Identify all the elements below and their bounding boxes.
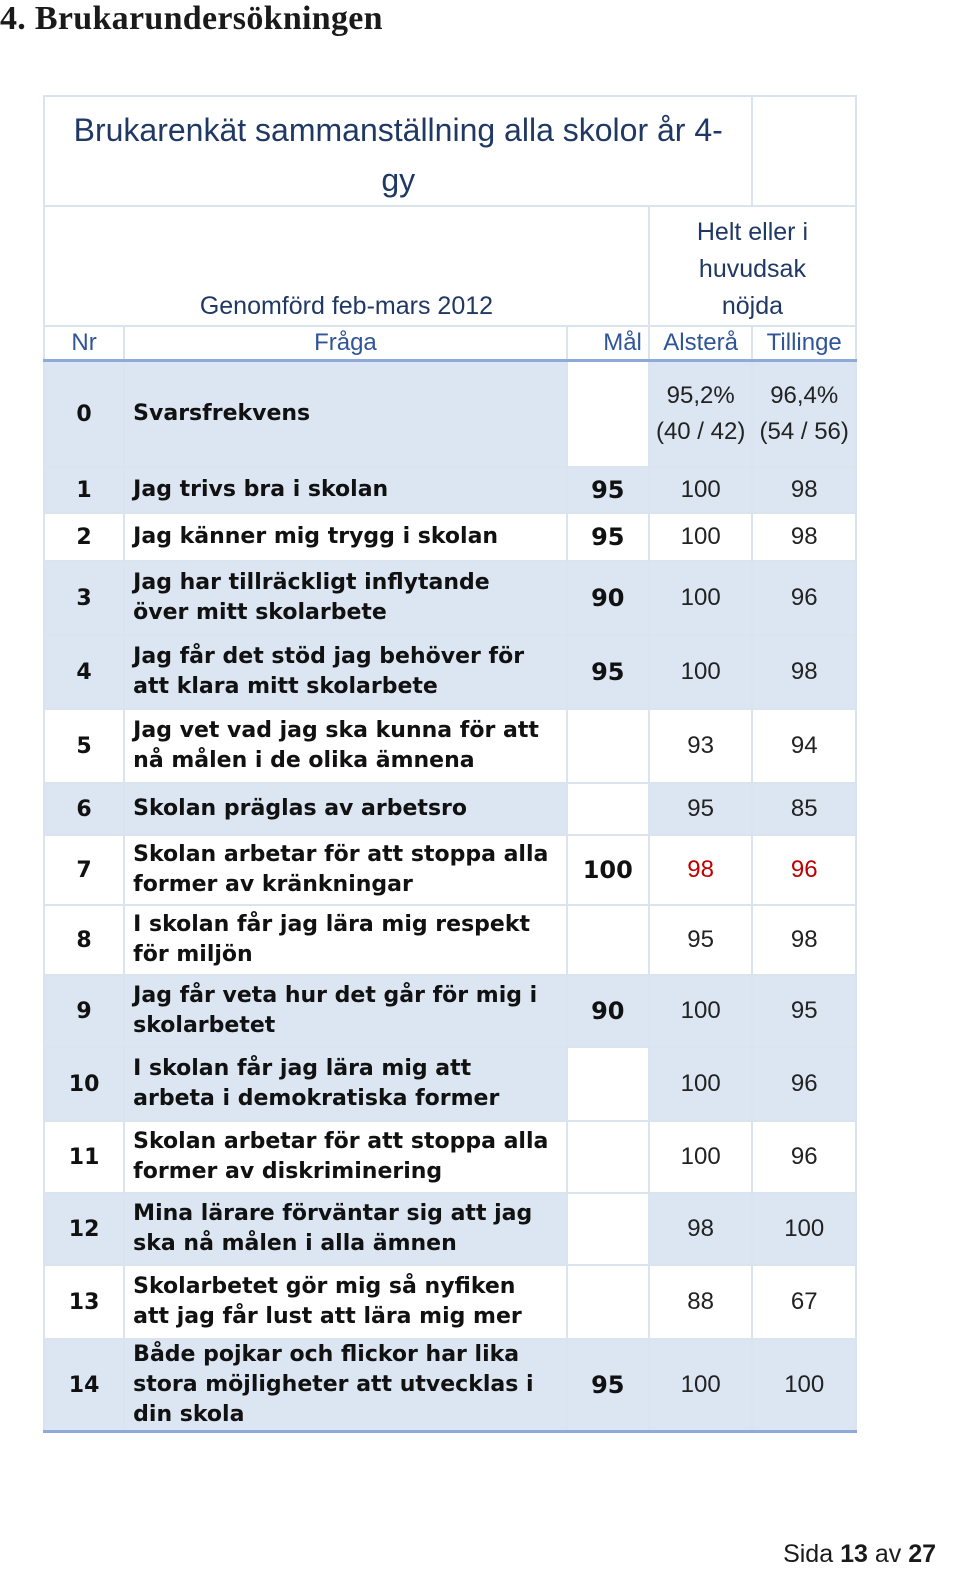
- row-mal-value: 95: [567, 467, 649, 513]
- row-tillinge-value: 67: [752, 1265, 856, 1339]
- row-tillinge-value: 94: [752, 709, 856, 783]
- table-subtitle: Genomförd feb-mars 2012: [44, 206, 649, 326]
- row-question-line: Skolarbetet gör mig så nyfiken: [133, 1274, 516, 1299]
- row-mal-value: [567, 709, 649, 783]
- row-nr: 12: [44, 1193, 124, 1265]
- row-mal-value: 95: [567, 513, 649, 561]
- row-tillinge-value: 85: [752, 783, 856, 835]
- row-question-line: över mitt skolarbete: [133, 600, 387, 625]
- row-question: [124, 905, 567, 975]
- row-question-line: arbeta i demokratiska former: [133, 1086, 500, 1111]
- row-nr: 5: [44, 709, 124, 783]
- response-rate-alstera-count: (40 / 42): [655, 418, 746, 445]
- col-header-fraga: Fråga: [124, 326, 567, 361]
- row-question-line: Skolan präglas av arbetsro: [133, 796, 467, 821]
- row-question-line: skolarbetet: [133, 1013, 276, 1038]
- row-mal-value: [567, 1121, 649, 1193]
- satisfied-header-line-1: Helt eller i: [696, 218, 809, 246]
- satisfied-header-line-3: nöjda: [721, 292, 784, 320]
- table-row: [44, 905, 856, 975]
- row-tillinge-value: 100: [752, 1339, 856, 1432]
- row-mal-value: 95: [567, 635, 649, 709]
- row-alstera-value: 95: [649, 905, 753, 975]
- row-question: [124, 1193, 567, 1265]
- row-tillinge-value: 96: [752, 561, 856, 635]
- row-nr: 0: [44, 361, 124, 468]
- col-header-mal: Mål: [567, 326, 649, 361]
- row-mal-value: [567, 1265, 649, 1339]
- row-alstera-value: 100: [649, 1339, 753, 1432]
- row-alstera-value: 93: [649, 709, 753, 783]
- table-row: [44, 513, 856, 561]
- response-rate-alstera: [649, 361, 753, 468]
- row-tillinge-value: 98: [752, 635, 856, 709]
- row-mal-value: [567, 1047, 649, 1121]
- table-row: [44, 1265, 856, 1339]
- row-question: [124, 975, 567, 1047]
- row-alstera-value: 100: [649, 975, 753, 1047]
- row-question: [124, 835, 567, 905]
- row-question-line: Skolan arbetar för att stoppa alla: [133, 1129, 549, 1154]
- row-nr: 11: [44, 1121, 124, 1193]
- row-nr: 6: [44, 783, 124, 835]
- table-row: [44, 635, 856, 709]
- row-mal-value: 100: [567, 835, 649, 905]
- response-rate-label: Svarsfrekvens: [124, 361, 567, 468]
- row-tillinge-value: 96: [752, 835, 856, 905]
- row-question-line: Jag får veta hur det går för mig i: [133, 983, 538, 1008]
- row-question: [124, 783, 567, 835]
- row-question-line: I skolan får jag lära mig respekt: [133, 912, 530, 937]
- row-tillinge-value: 98: [752, 513, 856, 561]
- row-alstera-value: 95: [649, 783, 753, 835]
- table-title: [44, 96, 752, 206]
- satisfied-header: [649, 206, 856, 326]
- title-row: [44, 96, 856, 206]
- row-question-line: Både pojkar och flickor har lika: [133, 1342, 520, 1367]
- row-tillinge-value: 95: [752, 975, 856, 1047]
- row-mal-value: [567, 361, 649, 468]
- row-alstera-value: 100: [649, 635, 753, 709]
- row-alstera-value: 98: [649, 835, 753, 905]
- table-row: [44, 1121, 856, 1193]
- survey-table: [43, 95, 857, 1433]
- row-question: [124, 709, 567, 783]
- row-alstera-value: 100: [649, 1047, 753, 1121]
- table-row: [44, 1193, 856, 1265]
- row-nr: 1: [44, 467, 124, 513]
- row-nr: 2: [44, 513, 124, 561]
- table-row: [44, 561, 856, 635]
- row-question-line: former av kränkningar: [133, 872, 413, 897]
- col-header-tillinge: Tillinge: [752, 326, 856, 361]
- row-question: [124, 513, 567, 561]
- row-question: [124, 1047, 567, 1121]
- title-blank-cell: [752, 96, 856, 206]
- row-nr: 9: [44, 975, 124, 1047]
- row-question: [124, 561, 567, 635]
- row-question-line: att jag får lust att lära mig mer: [133, 1304, 522, 1329]
- table-row: [44, 1047, 856, 1121]
- table-title-line-1: Brukarenkät sammanställning alla skolor år 4-: [73, 112, 723, 148]
- column-header-row: [44, 326, 856, 361]
- row-question-line: ska nå målen i alla ämnen: [133, 1231, 457, 1256]
- row-question-line: Jag vet vad jag ska kunna för att: [133, 718, 539, 743]
- row-question-line: Skolan arbetar för att stoppa alla: [133, 842, 549, 867]
- page-number-prefix: Sida: [783, 1540, 834, 1568]
- col-header-nr: Nr: [44, 326, 124, 361]
- row-question: [124, 1339, 567, 1432]
- table-row: [44, 1339, 856, 1432]
- row-nr: 3: [44, 561, 124, 635]
- row-question-line: din skola: [133, 1402, 245, 1427]
- table-row: [44, 783, 856, 835]
- row-tillinge-value: 96: [752, 1121, 856, 1193]
- page-number: [783, 1540, 936, 1569]
- row-question-line: Jag känner mig trygg i skolan: [133, 524, 499, 549]
- row-tillinge-value: 96: [752, 1047, 856, 1121]
- row-alstera-value: 100: [649, 467, 753, 513]
- row-mal-value: 90: [567, 561, 649, 635]
- response-rate-tillinge-count: (54 / 56): [759, 418, 849, 445]
- survey-table-body: [44, 96, 856, 1432]
- table-row: [44, 467, 856, 513]
- row-question: [124, 635, 567, 709]
- row-question-line: I skolan får jag lära mig att: [133, 1056, 472, 1081]
- row-question-line: former av diskriminering: [133, 1159, 443, 1184]
- row-tillinge-value: 98: [752, 467, 856, 513]
- page-heading: 4. Brukarundersökningen: [0, 0, 383, 37]
- row-question-line: stora möjligheter att utvecklas i: [133, 1372, 534, 1397]
- row-question-line: Mina lärare förväntar sig att jag: [133, 1201, 533, 1226]
- row-nr: 13: [44, 1265, 124, 1339]
- row-mal-value: [567, 1193, 649, 1265]
- row-alstera-value: 100: [649, 561, 753, 635]
- row-nr: 7: [44, 835, 124, 905]
- row-question-line: nå målen i de olika ämnena: [133, 748, 475, 773]
- table-title-line-2: gy: [381, 162, 416, 198]
- col-header-alstera: Alsterå: [649, 326, 753, 361]
- row-mal-value: [567, 905, 649, 975]
- page-number-separator: av: [874, 1540, 902, 1568]
- row-question: [124, 1265, 567, 1339]
- row-alstera-value: 88: [649, 1265, 753, 1339]
- row-alstera-value: 100: [649, 513, 753, 561]
- row-mal-value: [567, 783, 649, 835]
- row-mal-value: 90: [567, 975, 649, 1047]
- table-row: [44, 975, 856, 1047]
- row-question-line: Jag trivs bra i skolan: [133, 477, 389, 502]
- row-question-line: för miljön: [133, 942, 253, 967]
- row-question-line: att klara mitt skolarbete: [133, 674, 438, 699]
- row-alstera-value: 100: [649, 1121, 753, 1193]
- row-nr: 14: [44, 1339, 124, 1432]
- table-row: [44, 709, 856, 783]
- row-nr: 8: [44, 905, 124, 975]
- row-mal-value: 95: [567, 1339, 649, 1432]
- row-tillinge-value: 100: [752, 1193, 856, 1265]
- row-nr: 10: [44, 1047, 124, 1121]
- page-number-current: 13: [840, 1540, 868, 1568]
- row-question: [124, 467, 567, 513]
- response-rate-row: [44, 361, 856, 468]
- response-rate-tillinge-pct: 96,4%: [770, 382, 839, 409]
- response-rate-tillinge: [752, 361, 856, 468]
- row-nr: 4: [44, 635, 124, 709]
- row-question-line: Jag har tillräckligt inflytande: [133, 570, 490, 595]
- satisfied-header-line-2: huvudsak: [698, 255, 806, 283]
- subtitle-row: [44, 206, 856, 326]
- table-row: [44, 835, 856, 905]
- page-number-total: 27: [908, 1540, 936, 1568]
- row-tillinge-value: 98: [752, 905, 856, 975]
- row-question: [124, 1121, 567, 1193]
- response-rate-alstera-pct: 95,2%: [666, 382, 735, 409]
- row-question-line: Jag får det stöd jag behöver för: [133, 644, 525, 669]
- row-alstera-value: 98: [649, 1193, 753, 1265]
